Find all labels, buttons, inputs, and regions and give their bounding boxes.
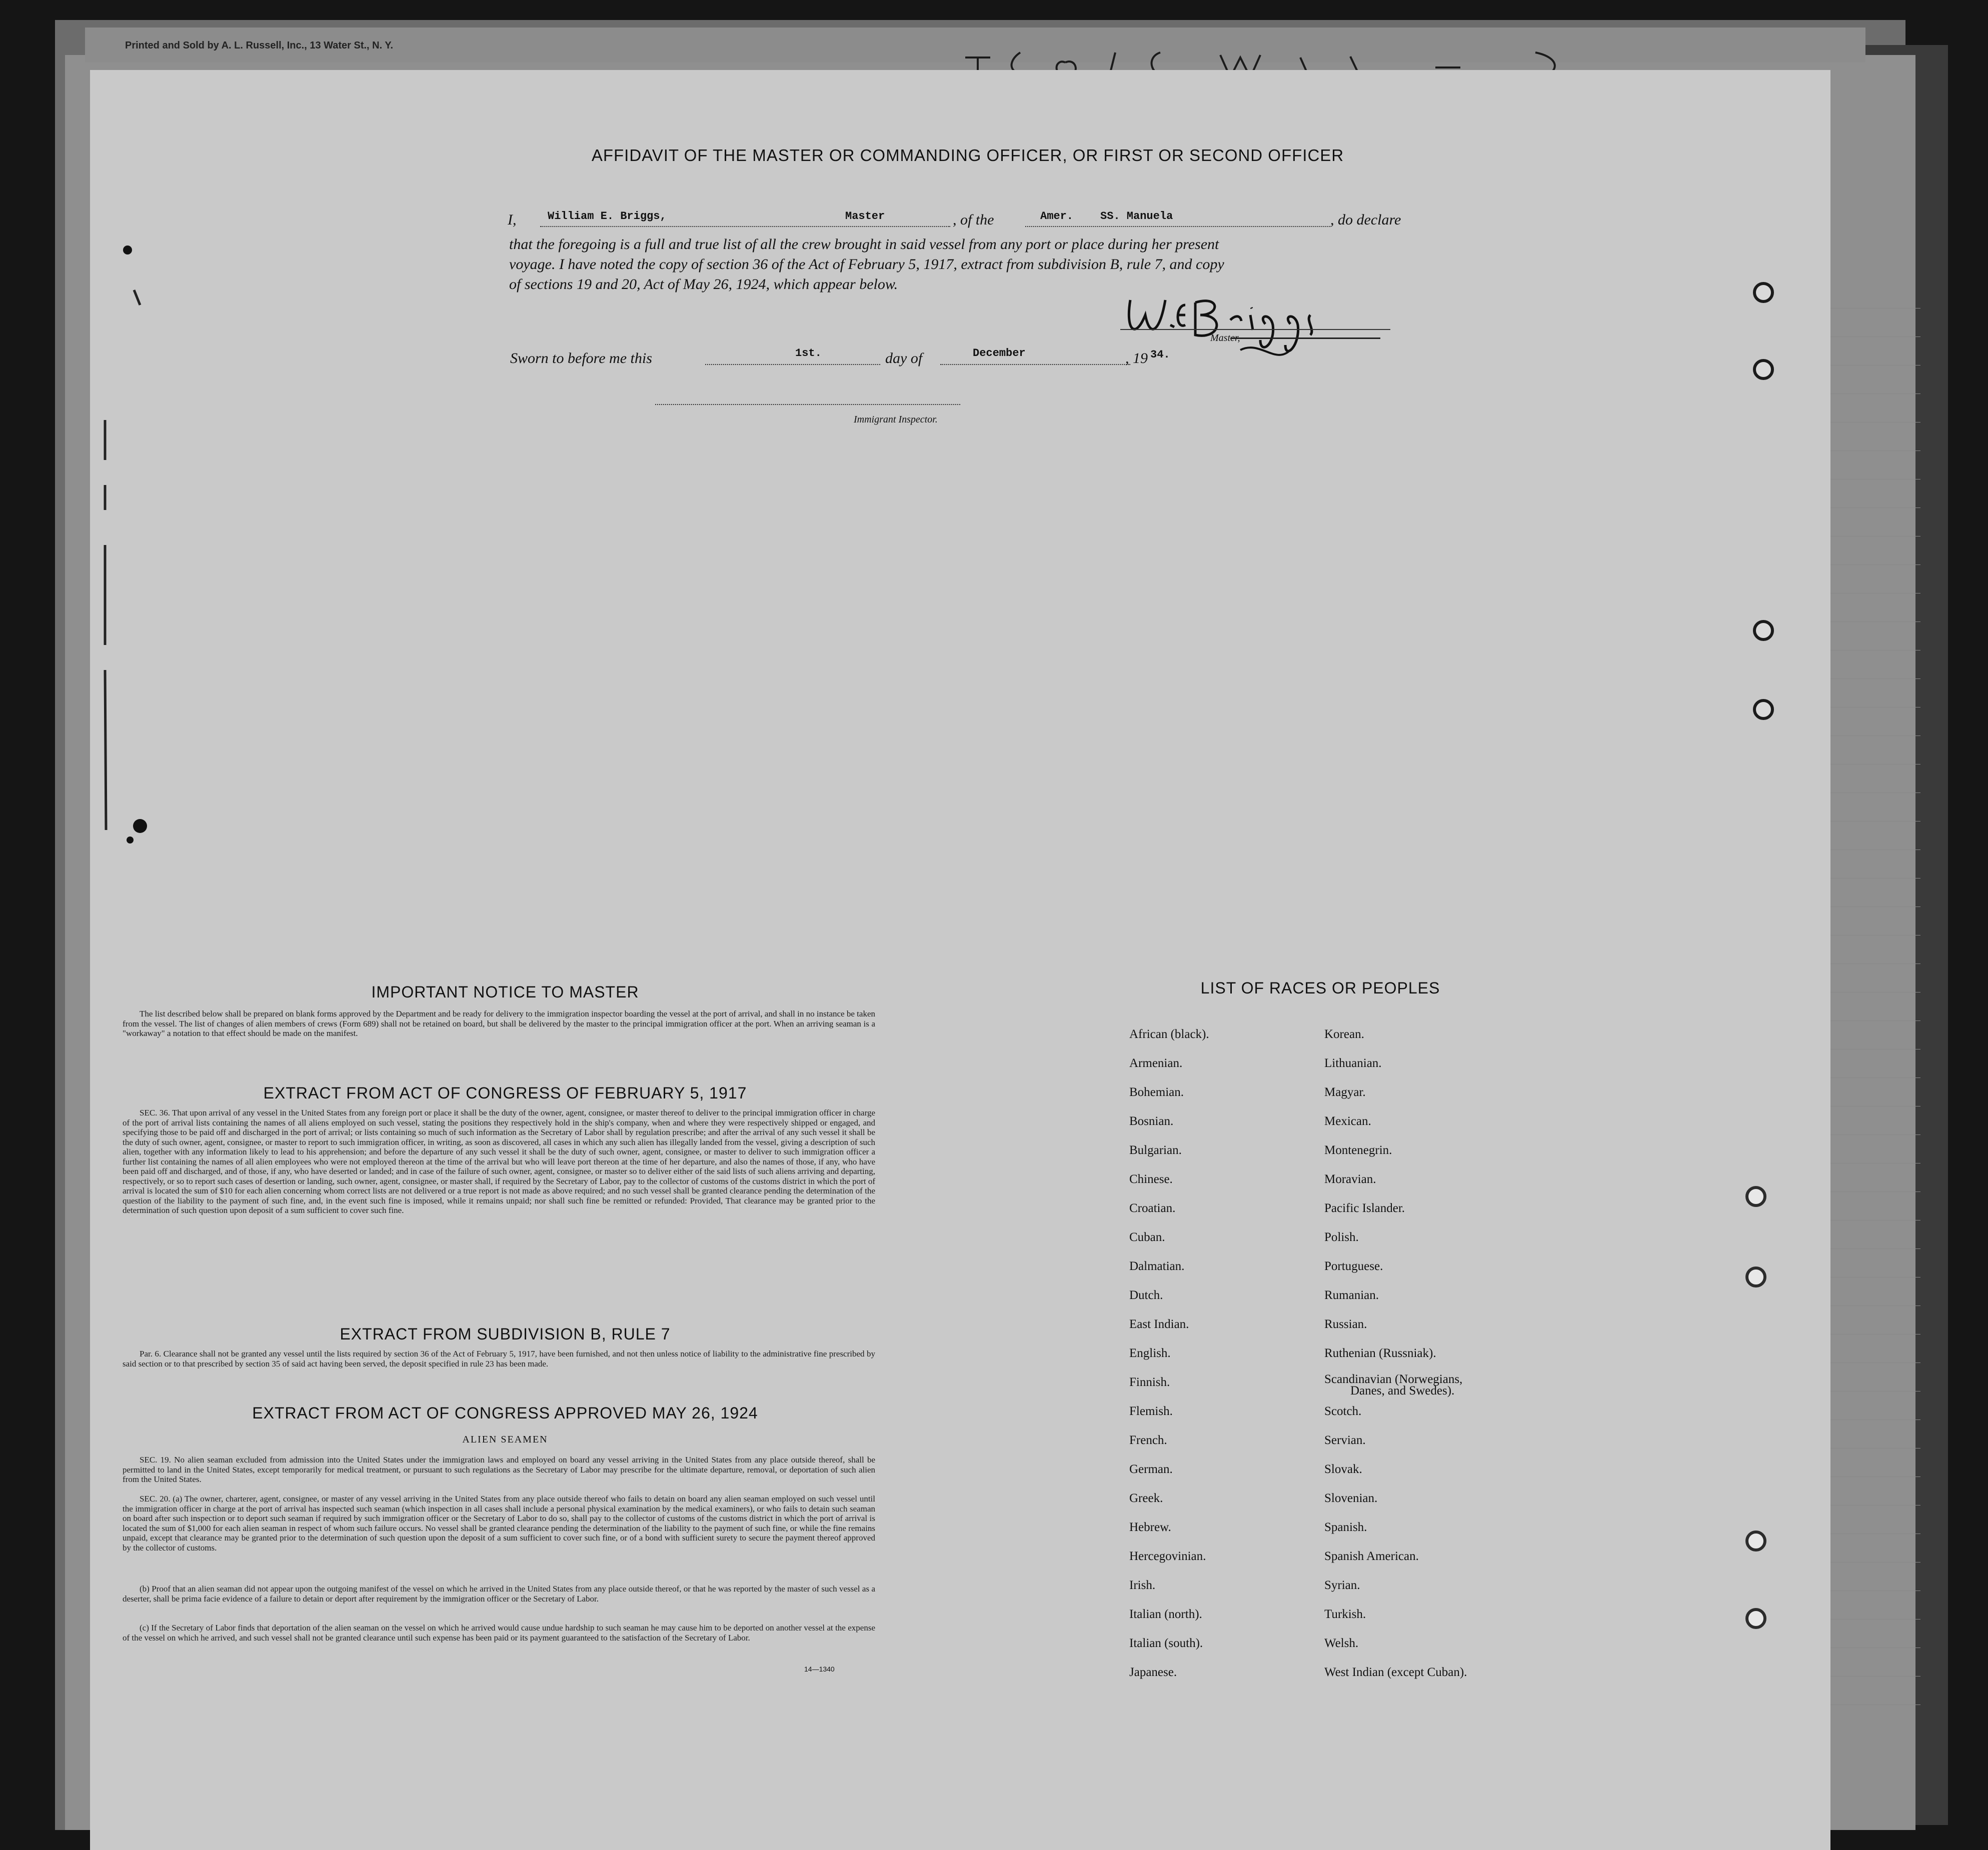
race-right: Scotch. [1324,1404,1362,1418]
race-left: Cuban. [1129,1230,1165,1244]
race-right: Scandinavian (Norwegians, [1324,1372,1463,1386]
race-left: Irish. [1129,1578,1156,1592]
race-right: Polish. [1324,1230,1359,1244]
punch-hole [1745,1530,1766,1552]
race-right: Turkish. [1324,1608,1366,1621]
race-left: French. [1129,1434,1167,1447]
affidavit-line-4: of sections 19 and 20, Act of May 26, 1924, which appear below. [509,276,898,292]
race-right: Slovak. [1324,1462,1362,1476]
race-right: Lithuanian. [1324,1056,1382,1070]
extract-1924-sec20a: SEC. 20. (a) The owner, charterer, agent, consignee, or master of any vessel arriving in the United States from any place outside thereof who fails to detain on board any alien seaman employed on such vessel until the immigration officer in charge at the port of arrival has inspected such seaman (which inspection in all cases shall include a personal physical examination by the medical examiners), or who fails to detain such seaman on board after such inspection or to deport such seaman if required by such immigration officer or the Secretary of Labor to do so, shall pay to the collector of customs of the customs district in which the port of arrival is located the sum of $1,000 for each alien seaman in respect of whom such failure occurs. No vessel shall be granted clearance pending the determination of the liability to the payment of such fine, or while the fine remains unpaid, except that clearance may be granted prior to the determination of such question upon the deposit of a sum sufficient to cover such fine, or of a bond with sufficient surety to secure the payment thereof approved by the collector of customs. [123,1494,875,1552]
sworn-month-line [940,364,1130,365]
punch-hole [1753,620,1774,641]
affidavit-title: AFFIDAVIT OF THE MASTER OR COMMANDING OFFICER, OR FIRST OR SECOND OFFICER [591,146,1344,164]
extract-1924-sec20b: (b) Proof that an alien seaman did not appear upon the outgoing manifest of the vessel on which he arrived in the United States from any place outside thereof, or that he was reported by the master of such vessel as a deserter, shall be prima facie evidence of a failure to detain or deport after requirement by the immigration officer or the Secretary of Labor. [123,1584,875,1604]
sworn-day-line [705,364,880,365]
extract-1924-sec19: SEC. 19. No alien seaman excluded from admission into the United States under the immigration laws and employed on board any vessel arriving in the United States from any place outside thereof, shall be permitted to land in the United States, except temporarily for medical treatment, or pursuant to such regulations as the Secretary of Labor may prescribe for the ultimate departure, removal, or deportation of such alien from the United States. [123,1455,875,1484]
race-right: Servian. [1324,1434,1366,1447]
race-right: Korean. [1324,1028,1364,1041]
extract-1917-text: SEC. 36. That upon arrival of any vessel in the United States from any foreign port or place it shall be the duty of the owner, agent, consignee, or master thereof to deliver to the principal immigration officer in charge of the port of arrival lists containing the names of all aliens employed on such vessel, stating the positions they respectively hold in the ship's company, when and where they were respectively shipped or engaged, and specifying those to be paid off and discharged in the port of arrival; or lists containing so much of such information as the Secretary of Labor shall by regulation prescribe; and after the arrival of any such vessel it shall be the duty of such owner, agent, consignee, or master to report to such immigration officer, in writing, as soon as discovered, all cases in which any such alien has illegally landed from the vessel, giving a description of such alien, together with any information likely to lead to his apprehension; and before the departure of any such vessel it shall be the duty of such owner, agent, consignee, or master to deliver to such immigration officer a further list containing the names of all alien employees who were not employed thereon at the time of the arrival but who will leave port thereon at the time of her departure, and also the names of those, if any, who have been paid off and discharged, and of those, if any, who have deserted or landed; and in case of the failure of such owner, agent, consignee, or master so to deliver either of the said lists of such aliens arriving and departing, respectively, or so to report such cases of desertion or landing, such owner, agent, consignee, or master shall, if required by the Secretary of Labor, pay to the collector of customs of the customs district in which the port of arrival is located the sum of $10 for each alien concerning whom correct lists are not delivered or a true report is not made as above required; and no such vessel shall be granted clearance pending the determination of the question of the liability to the payment of such fine, and, in the event such fine is imposed, while it remains unpaid; nor shall such fine be remitted or refunded: Provided, That clearance may be granted prior to the determination of such question upon deposit of a sum sufficient to cover such fine. [123,1108,875,1215]
race-left: Dalmatian. [1129,1260,1185,1273]
master-rank: Master [845,210,885,222]
sworn-year: 34. [1150,348,1170,361]
punch-hole [1753,282,1774,303]
race-left: Chinese. [1129,1172,1173,1186]
race-left: Italian (north). [1129,1608,1202,1621]
manifest-page [90,70,1830,1850]
vessel-nationality: Amer. [1040,210,1074,222]
race-right-continued: Danes, and Swedes). [1350,1384,1455,1398]
race-left: Flemish. [1129,1404,1173,1418]
race-left: English. [1129,1346,1171,1360]
notice-title: IMPORTANT NOTICE TO MASTER [371,983,639,1001]
affidavit-line-2: that the foregoing is a full and true list of all the crew brought in said vessel from any port or place during her present [509,236,1219,252]
race-right: Spanish. [1324,1520,1367,1534]
race-left: Croatian. [1129,1202,1176,1215]
race-left: Hebrew. [1129,1520,1171,1534]
master-signature [1110,285,1370,365]
master-name: William E. Briggs, [548,210,667,222]
race-left: Italian (south). [1129,1636,1203,1650]
vessel-name: SS. Manuela [1100,210,1173,222]
race-left: Finnish. [1129,1376,1170,1389]
sworn-day: 1st. [795,347,822,360]
margin-ink-marks [90,70,180,870]
race-left: African (black). [1129,1028,1209,1041]
affidavit-i: I, [508,212,517,228]
inspector-line [655,404,960,405]
race-right: Ruthenian (Russniak). [1324,1346,1436,1360]
name-line [540,226,950,227]
extract-1924-sec20c: (c) If the Secretary of Labor finds that deportation of the alien seaman on the vessel on which he arrived would cause undue hardship to such seaman he may cause him to be deported on another vessel at the expense of the vessel on which he arrived, and such vessel shall not be granted clearance until such expense has been paid or its payment guaranteed to the satisfaction of the Secretary of Labor. [123,1623,875,1642]
race-right: Moravian. [1324,1172,1376,1186]
race-left: Armenian. [1129,1056,1183,1070]
race-right: Pacific Islander. [1324,1202,1405,1215]
race-right: Magyar. [1324,1086,1366,1099]
race-right: Mexican. [1324,1114,1371,1128]
sworn-label: Sworn to before me this [510,350,652,366]
rule7-text: Par. 6. Clearance shall not be granted any vessel until the lists required by section 36 of the Act of February 5, 1917, have been furnished, and not then unless notice of liability to the administrative fine prescribed by said section or to that prescribed by section 35 of said act having been served, the deposit specified in rule 23 has been made. [123,1349,875,1368]
race-left: Bohemian. [1129,1086,1184,1099]
do-declare: , do declare [1330,212,1401,228]
race-left: Hercegovinian. [1129,1550,1206,1563]
race-left: Bosnian. [1129,1114,1174,1128]
race-right: Portuguese. [1324,1260,1383,1273]
form-number: 14—1340 [804,1665,835,1673]
extract-1924-title: EXTRACT FROM ACT OF CONGRESS APPROVED MAY 26, 1924 [252,1404,758,1422]
races-title: LIST OF RACES OR PEOPLES [1200,979,1440,997]
race-left: Greek. [1129,1492,1163,1505]
vessel-line [1025,226,1330,227]
ruled-edge-lines [1830,280,1920,1730]
affidavit-of-the: , of the [953,212,994,228]
struck-out-title [1230,338,1380,339]
race-right: Rumanian. [1324,1288,1379,1302]
day-of: day of [885,350,923,366]
race-left: Dutch. [1129,1288,1163,1302]
race-right: Montenegrin. [1324,1144,1392,1157]
race-left: Bulgarian. [1129,1144,1182,1157]
affidavit-line-3: voyage. I have noted the copy of section 36 of the Act of February 5, 1917, extract from subdivision B, rule 7, and copy [509,256,1224,272]
race-right: Slovenian. [1324,1492,1378,1505]
race-right: Spanish American. [1324,1550,1419,1563]
race-right: Syrian. [1324,1578,1360,1592]
punch-hole [1745,1608,1766,1629]
extract-1917-title: EXTRACT FROM ACT OF CONGRESS OF FEBRUARY 5, 1917 [263,1084,747,1102]
punch-hole [1753,699,1774,720]
punch-hole [1745,1186,1766,1207]
race-left: German. [1129,1462,1173,1476]
race-right: Russian. [1324,1318,1367,1331]
signature-caption: Master, [1210,332,1240,344]
rule7-title: EXTRACT FROM SUBDIVISION B, RULE 7 [340,1325,671,1343]
notice-text: The list described below shall be prepared on blank forms approved by the Department and be ready for delivery to the immigration inspector boarding the vessel at the port of arrival, and shall in no instance be taken from the vessel. The list of changes of alien members of crews (Form 689) shall not be retained on board, but shall be delivered by the master to the principal immigration officer at the port. When an arriving seaman is a "workaway" a notation to that effect should be made on the manifest. [123,1009,875,1038]
alien-seamen-subtitle: ALIEN SEAMEN [462,1434,548,1445]
race-right: Welsh. [1324,1636,1359,1650]
punch-hole [1753,359,1774,380]
race-left: Japanese. [1129,1666,1177,1679]
punch-hole [1745,1266,1766,1288]
race-left: East Indian. [1129,1318,1189,1331]
race-right: West Indian (except Cuban). [1324,1666,1467,1679]
sworn-year-prefix: , 19 [1125,350,1148,366]
signature-line [1120,329,1390,330]
inspector-caption: Immigrant Inspector. [854,414,938,425]
sworn-month: December [973,347,1026,360]
printer-imprint: Printed and Sold by A. L. Russell, Inc., 13 Water St., N. Y. [125,40,394,51]
